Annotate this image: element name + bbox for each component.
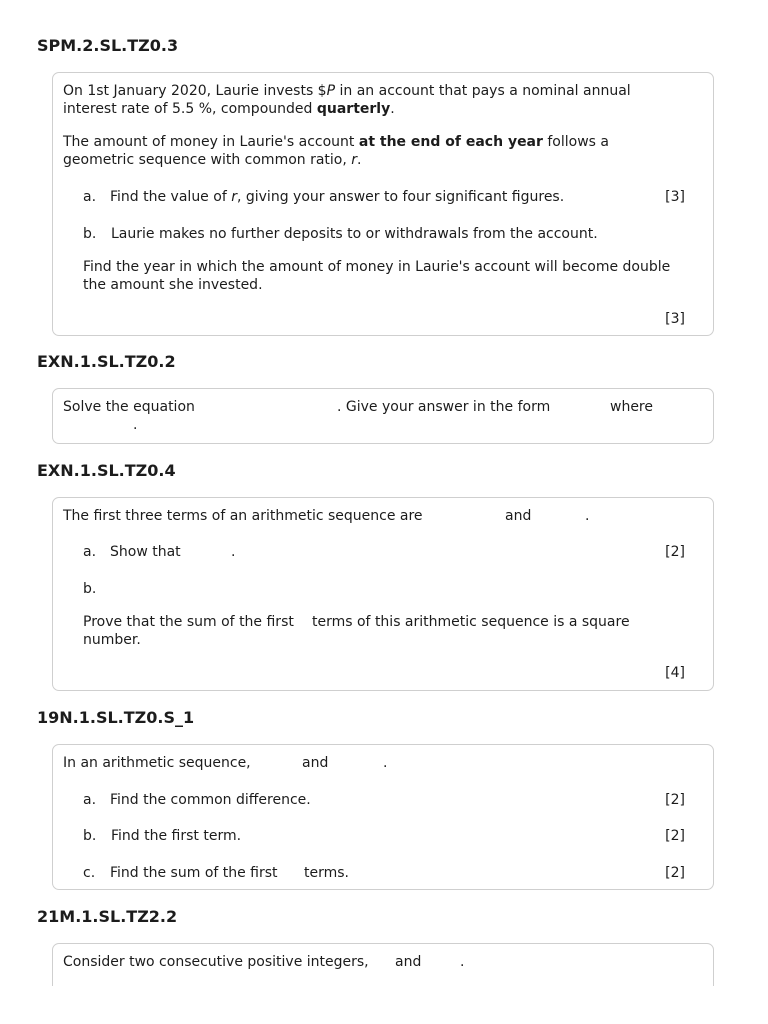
question-text: geometric sequence with common ratio, r. <box>63 152 362 168</box>
part-text: Laurie makes no further deposits to or withdrawals from the account. <box>111 226 598 242</box>
question-text: . <box>460 954 465 970</box>
question-text: On 1st January 2020, Laurie invests $P in an account that pays a nominal annual <box>63 83 631 99</box>
question-text: . <box>383 755 388 771</box>
question-box <box>52 72 714 336</box>
part-text: number. <box>83 632 141 648</box>
question-box <box>52 497 714 691</box>
part-label: a. <box>83 189 97 205</box>
question-text: The amount of money in Laurie's account at the end of each year follows a <box>63 134 609 150</box>
part-text: Find the first term. <box>111 828 242 844</box>
marks: [2] <box>665 792 685 808</box>
part-label: b. <box>83 226 97 242</box>
part-label: b. <box>83 828 97 844</box>
question-text: The first three terms of an arithmetic sequence are <box>63 508 423 524</box>
marks: [4] <box>665 665 685 681</box>
marks: [2] <box>665 828 685 844</box>
part-text: terms. <box>304 865 349 881</box>
question-text: and <box>505 508 532 524</box>
part-text: terms of this arithmetic sequence is a square <box>312 614 630 630</box>
question-box <box>52 744 714 890</box>
part-text: Find the sum of the first <box>110 865 278 881</box>
marks: [2] <box>665 544 685 560</box>
part-label: b. <box>83 581 97 597</box>
marks: [2] <box>665 865 685 881</box>
part-text: Find the common difference. <box>110 792 311 808</box>
question-box <box>52 388 714 444</box>
part-label: a. <box>83 792 97 808</box>
question-text: In an arithmetic sequence, <box>63 755 251 771</box>
question-id: EXN.1.SL.TZ0.2 <box>37 352 176 371</box>
part-text: Find the value of r, giving your answer to four significant figures. <box>110 189 565 205</box>
page-bottom-cutoff <box>0 986 768 1024</box>
question-text: and <box>395 954 422 970</box>
part-text: Find the year in which the amount of money in Laurie's account will become double <box>83 259 671 275</box>
marks: [3] <box>665 189 685 205</box>
question-text: and <box>302 755 329 771</box>
part-text: . <box>231 544 236 560</box>
question-text: where <box>610 399 653 415</box>
part-text: Prove that the sum of the first <box>83 614 294 630</box>
question-id: 21M.1.SL.TZ2.2 <box>37 907 178 926</box>
question-text: interest rate of 5.5 %, compounded quarterly. <box>63 101 395 117</box>
question-text: . <box>133 417 138 433</box>
question-text: . Give your answer in the form <box>337 399 551 415</box>
question-text: Consider two consecutive positive integers, <box>63 954 369 970</box>
question-id: EXN.1.SL.TZ0.4 <box>37 461 176 480</box>
part-label: c. <box>83 865 96 881</box>
part-text: Show that <box>110 544 181 560</box>
question-id: SPM.2.SL.TZ0.3 <box>37 36 179 55</box>
part-text: the amount she invested. <box>83 277 263 293</box>
question-id: 19N.1.SL.TZ0.S_1 <box>37 708 195 727</box>
part-label: a. <box>83 544 97 560</box>
question-text: . <box>585 508 590 524</box>
marks: [3] <box>665 311 685 327</box>
question-text: Solve the equation <box>63 399 195 415</box>
